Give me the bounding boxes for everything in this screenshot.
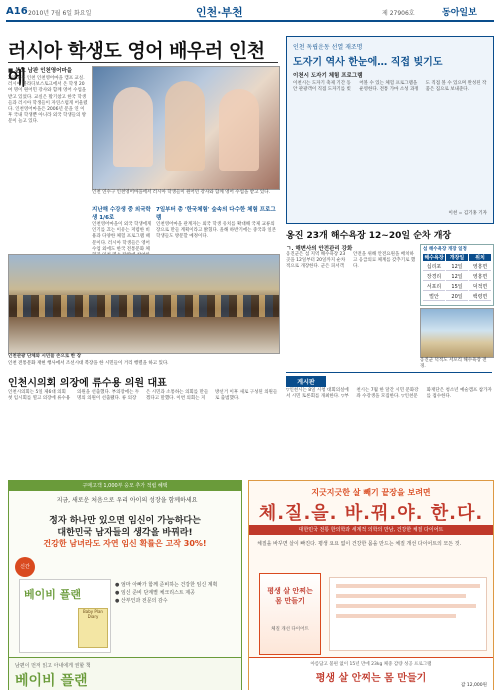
ad-kicker: 지긋지긋한 살 빼기 끝장을 보려면	[311, 488, 431, 497]
main-body-col2: 인천영어마을이 외국 학생에게 인기를 끄는 이유는 저렴한 비용과 다양한 체험 프로그램 때문이다. 러시아 학생들은 영어 수업 외에도 한국 전통문화 체	[92, 222, 152, 252]
main-photo	[92, 66, 280, 190]
main-headline: 러시아 학생도 영어 배우러 인천에	[8, 40, 265, 89]
main-body-col3: 인천영어마을 관계자는 외국 학생 유치를 확대해 국제 교류의 장으로 만들 계획이라고 밝혔다. 올해 하반기에는 중국과 일본 학생들도 방문할 예정이다.	[156, 222, 277, 240]
council-body: 인천시의회는 5일 제6대 의회 첫 임시회를 열고 의장에 류수용 의원을 선출했다. 부의장에는 두 명의 의원이 선출됐다. 류 의장은 시민과 소통하는 의회를 만들겠다고 말했다. 이번 의회는 지방선거 이후 새로 구성된 의원들로 출범했다.	[8, 390, 278, 402]
section-title: 인천·부천	[196, 6, 243, 19]
procession-band	[9, 295, 279, 317]
main-kicker: ■ 분호 남판 인천영어마을	[8, 68, 73, 74]
book-title: 베이비 플랜	[24, 588, 81, 601]
baby-plan-ad[interactable]	[8, 480, 242, 690]
sidebar-byline: 이천 = 김기홍 기자	[448, 211, 487, 216]
beach-subhead: ㄱ. 해변사의 안전관리 강화	[286, 246, 353, 252]
diet-book-ad[interactable]	[248, 480, 494, 690]
beach-photo	[420, 308, 494, 358]
table-cell: 백령면	[469, 293, 491, 301]
notice-body: ▽인천시는 8일 시청 대회의실에서 시민 토론회를 개최한다. ▽부천시는 7월 한 달간 시민 문화강좌 수강생을 모집한다. ▽인천문화재단은 청소년 예술캠프 참가자를 접수한다.	[286, 388, 492, 400]
info-line	[336, 604, 476, 608]
ad-band: 대한민국 전통 한의학과 세계적 의학의 만남, 건강한 체질 다이어트	[249, 525, 493, 535]
book-en-title: Baby Plan Diary	[83, 609, 103, 619]
photo-figure	[165, 81, 205, 171]
festival-photo	[8, 254, 280, 354]
ad-headline-3: 대한민국 남자들의 생각을 바꿔라!	[57, 528, 193, 538]
book-cover	[19, 579, 111, 653]
table-cell: 벌안	[423, 293, 445, 301]
new-badge: 신간	[15, 557, 35, 577]
notice-rule	[286, 372, 492, 373]
header-rule	[6, 20, 494, 22]
ad-footer	[9, 657, 241, 690]
issue-date: 2010년 7월 6일 화요일	[28, 10, 92, 17]
council-headline: 인천시의회 의장에 류수용 의원 대표	[8, 378, 167, 389]
table-cell: 서포리	[423, 283, 445, 291]
photo-figure	[113, 87, 153, 167]
table-cell: 영흥면	[469, 273, 491, 281]
sidebar-kicker: 인천 독립운동 선열 재조명	[293, 44, 363, 51]
book-cover-inset	[78, 608, 108, 648]
beach-photo-caption: 옹진군 덕적도 서포리 해수욕장 전경.	[420, 358, 487, 369]
table-title: 섬 해수욕장 개장 일정	[423, 247, 467, 252]
ad-bullet: ● 산부인과 전문의 감수	[115, 598, 168, 604]
table-cell: 영흥면	[469, 263, 491, 271]
table-header: 해수욕장	[424, 255, 444, 261]
table-cell: 12일	[446, 263, 468, 271]
issue-number: 제 27906호	[382, 10, 415, 17]
table-header: 개장일	[446, 254, 468, 261]
notice-title: 게시판	[286, 376, 326, 387]
beach-body: 옹진군은 섬 지역 해수욕장 23곳을 12일부터 20일까지 순차적으로 개장한다. 군은 피서객 안전을 위해 안전요원을 배치하고 응급의료 체계를 갖추기로 했다.	[286, 252, 416, 270]
ad-footer-title: 베이비 플랜	[15, 673, 88, 689]
sidebar-subhead: 이천시 도자기 체험 프로그램	[293, 73, 363, 79]
table-cell: 장경리	[423, 273, 445, 281]
ad-footer	[249, 657, 493, 690]
main-subhead-2: 7일부터 총 '한국체험' 숲속의 다수한 체험 프로그램	[156, 207, 276, 221]
table-cell: 덕적면	[469, 283, 491, 291]
ad-headline: 체.질.을. 바.꿔.야. 한.다.	[258, 503, 484, 524]
book-subtitle: 체질 개선 다이어트	[271, 627, 309, 632]
ad-headline-1: 지금, 새로운 처음으로 우리 아이의 성장을 함께하세요	[56, 497, 198, 504]
info-line	[336, 594, 466, 598]
ad-footer-sub: 남편이 먼저 읽고 아내에게 권할 책	[15, 663, 91, 669]
ad-bullet: ● 엄마 아빠가 함께 준비하는 건강한 임신 계획	[115, 582, 218, 588]
info-line	[336, 584, 480, 588]
table-cell: 15일	[446, 283, 468, 291]
ad-banner: 구매고객 1,000부 응모 추가 적립 혜택	[9, 481, 241, 491]
table-cell: 12일	[446, 273, 468, 281]
festival-caption: 인천 전통문화 재현 행사에서 조선시대 복장을 한 시민들이 거리 행렬을 하고 있다.	[8, 361, 169, 366]
festival-caption-title: 인천관광 단체와 시민들 손으로 한 장	[8, 354, 82, 359]
ad-bullet: ● 임신 준비 단계별 체크리스트 제공	[115, 590, 195, 596]
sidebar-box	[286, 36, 494, 224]
newspaper-name: 동아일보	[442, 8, 477, 18]
ad-bullets	[115, 581, 235, 641]
ad-price: 값 12,000원	[461, 683, 487, 688]
table-cell: 20일	[446, 293, 468, 301]
ad-headline-4: 건강한 남녀라도 자연 임신 확률은 고작 30%!	[43, 539, 207, 548]
sidebar-body: 이천시는 도자기 축제 기간 동안 관광객이 직접 도자기를 빚어볼 수 있는 체험 프로그램을 운영한다. 전통 가마 소성 과정도 직접 볼 수 있으며 완성된 작품은 집으로 보내준다.	[293, 81, 487, 93]
info-line	[336, 614, 456, 618]
page-number: A16	[6, 6, 28, 17]
photo-figure	[219, 89, 259, 171]
sidebar-title: 도자기 역사 한눈에… 직접 빚기도	[293, 57, 443, 68]
ad-footer-title: 평생 살 안찌는 몸 만들기	[315, 673, 427, 684]
table-header: 위치	[469, 254, 491, 261]
page-header	[0, 0, 500, 26]
table-cell: 십리포	[423, 263, 445, 271]
ad-body: 체질을 바꾸면 살이 빠진다. 평생 요요 없이 건강한 몸을 만드는 체질 개선 다이어트의 모든 것.	[257, 541, 462, 547]
ad-footer-sub: 아름답고 불편 없이 15년 만에 23kg 체중 감량 성공 프로그램	[310, 662, 432, 667]
main-subhead-1: 지난해 수강생 중 외국학생 1/6로	[92, 207, 151, 221]
main-photo-caption: 인천 연수구 인천영어마을에서 러시아 학생들이 원어민 강사와 함께 영어 수업을 받고 있다.	[92, 190, 271, 195]
ad-headline-2: 정자 하나만 있으면 임신이 가능하다는	[49, 516, 201, 526]
book-title: 평생 살 안찌는 몸 만들기	[267, 587, 313, 605]
beach-headline: 옹진 23개 해수욕장 12~20일 순차 개장	[286, 231, 452, 241]
ad-info-box	[329, 577, 487, 651]
headline-rule	[8, 62, 278, 63]
beach-schedule-table	[420, 244, 494, 306]
book-cover	[259, 573, 321, 655]
main-body-col1: 2일 오후 인천 인천영어마을 캠프 교실. 러시아 블라디보스토크에서 온 학생 20여 명이 원어민 강사와 함께 영어 수업을 받고 있었다. 교실은 활기찼고 한국 학생들과 러시아 학생들이 자연스럽게 어울렸다. 인천영어마을은 2006년 문을 연 이후 국내 학생뿐 아니라 외국 학생들의 방문이 늘고 있다.	[8, 76, 88, 125]
